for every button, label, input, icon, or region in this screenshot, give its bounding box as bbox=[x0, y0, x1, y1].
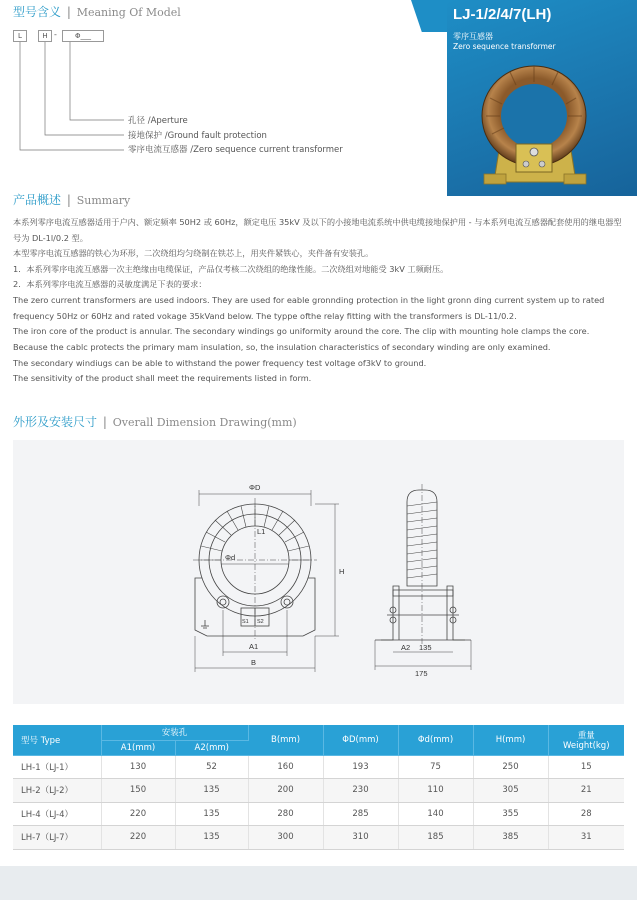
summary-paragraph: 2．本系列零序电流互感器的灵敏度满足下表的要求： bbox=[13, 279, 207, 289]
label-175: 175 bbox=[415, 669, 428, 678]
cell-phid: 140 bbox=[398, 802, 473, 826]
title-separator: | bbox=[66, 5, 71, 19]
cell-h: 385 bbox=[473, 826, 548, 850]
cell-b: 280 bbox=[248, 802, 323, 826]
col-weight bbox=[548, 725, 624, 755]
drawing-section-title bbox=[13, 413, 297, 430]
cell-a1: 150 bbox=[101, 779, 175, 803]
cell-a2: 135 bbox=[175, 779, 248, 803]
col-a1: A1(mm) bbox=[101, 740, 175, 755]
label-A1: A1 bbox=[249, 642, 259, 651]
col-mount-holes: 安装孔 bbox=[101, 725, 248, 740]
col-weight-cn: 重量 bbox=[577, 730, 595, 741]
label-phiD: ΦD bbox=[249, 483, 261, 492]
cell-b: 300 bbox=[248, 826, 323, 850]
label-A2: A2 bbox=[401, 643, 411, 652]
model-label-zero-seq: 零序电流互感器 /Zero sequence current transformer bbox=[128, 145, 343, 155]
summary-paragraph: 本型零序电流互感器的铁心为环形，二次绕组均匀绕制在铁芯上，用夹件紧铁心，夹件备有安装孔。 bbox=[13, 248, 374, 258]
cell-a2: 52 bbox=[175, 755, 248, 779]
cell-a2: 135 bbox=[175, 826, 248, 850]
summary-section-title bbox=[13, 191, 130, 208]
cell-a1: 130 bbox=[101, 755, 175, 779]
cell-phid: 110 bbox=[398, 779, 473, 803]
cell-type: LH-7（LJ-7） bbox=[13, 826, 101, 850]
summary-paragraph: The secondary windiugs can be able to withstand the power frequency test voltage of3kV to ground. bbox=[13, 358, 427, 368]
summary-title-en: Summary bbox=[76, 194, 131, 207]
cell-a1: 220 bbox=[101, 802, 175, 826]
cell-type: LH-4（LJ-4） bbox=[13, 802, 101, 826]
cell-a1: 220 bbox=[101, 826, 175, 850]
title-separator: | bbox=[102, 415, 107, 429]
col-type: 型号 Type bbox=[13, 725, 101, 755]
spec-table bbox=[13, 725, 624, 850]
cell-weight: 28 bbox=[548, 802, 624, 826]
col-weight-en: Weight(kg) bbox=[562, 740, 610, 751]
cell-phiD: 285 bbox=[323, 802, 398, 826]
summary-paragraph: Because the cablc protects the primary mam insulation, so, the insulation characteristics of secondary winding are only examined. bbox=[13, 342, 551, 352]
product-panel-tab bbox=[411, 0, 447, 32]
product-name-en: Zero sequence transformer bbox=[453, 42, 556, 51]
cell-phid: 185 bbox=[398, 826, 473, 850]
dimension-drawing bbox=[13, 440, 624, 704]
product-code: LJ-1/2/4/7(LH) bbox=[453, 6, 552, 23]
summary-title-cn: 产品概述 bbox=[13, 193, 62, 207]
summary-paragraph: 1．本系列零序电流互感器一次主绝缘由电缆保证，产品仅考核二次绕组的绝缘性能。二次绕组对地能受 3kV 工频耐压。 bbox=[13, 264, 449, 274]
cell-weight: 21 bbox=[548, 779, 624, 803]
model-label-aperture: 孔径 /Aperture bbox=[128, 116, 188, 126]
summary-paragraph: The iron core of the product is annular. The secondary windings go uniformity around the core. The clip with mounting hole clamps the core. bbox=[13, 326, 590, 336]
label-B: B bbox=[251, 658, 257, 667]
label-H: H bbox=[339, 567, 345, 576]
cell-a2: 135 bbox=[175, 802, 248, 826]
label-phid: Φd bbox=[225, 553, 236, 562]
col-phiD: ΦD(mm) bbox=[323, 725, 398, 755]
cell-h: 305 bbox=[473, 779, 548, 803]
table-row bbox=[13, 826, 624, 850]
cell-b: 200 bbox=[248, 779, 323, 803]
cell-type: LH-2（LJ-2） bbox=[13, 779, 101, 803]
summary-paragraph: 本系列零序电流互感器适用于户内、额定频率 50H2 或 60Hz，额定电压 35kV 及以下的小接地电流系统中供电缆接地保护用 - 与本系列电流互感器配套使用的继电器型号为 DL-1l/0.2 型。 bbox=[13, 217, 622, 243]
model-leader-lines bbox=[0, 0, 140, 160]
label-S1: S1 bbox=[242, 619, 249, 625]
summary-paragraph: The zero current transformers are used indoors. They are used for eable gronnding protection in the light gronn ding current system up to rated frequency 50Hz or 60Hz and rated vokage 35kVand below. The typpe ofthe relay fitting with the transformers is DL-11/0.2. bbox=[13, 295, 605, 321]
model-label-ground: 接地保护 /Ground fault protection bbox=[128, 131, 267, 141]
cell-h: 250 bbox=[473, 755, 548, 779]
cell-phiD: 310 bbox=[323, 826, 398, 850]
cell-phid: 75 bbox=[398, 755, 473, 779]
cell-type: LH-1（LJ-1） bbox=[13, 755, 101, 779]
title-separator: | bbox=[66, 193, 71, 207]
label-135: 135 bbox=[419, 643, 432, 652]
table-row bbox=[13, 779, 624, 803]
col-h: H(mm) bbox=[473, 725, 548, 755]
model-box-h: H bbox=[38, 30, 52, 42]
summary-paragraph: The sensitivity of the product shall meet the requirements listed in form. bbox=[13, 373, 312, 383]
drawing-title-en: Overall Dimension Drawing(mm) bbox=[112, 416, 297, 429]
col-phid: Φd(mm) bbox=[398, 725, 473, 755]
label-L1: L1 bbox=[257, 527, 266, 536]
col-b: B(mm) bbox=[248, 725, 323, 755]
cell-weight: 15 bbox=[548, 755, 624, 779]
product-photo bbox=[470, 58, 600, 194]
model-box-l: L bbox=[13, 30, 27, 42]
cell-phiD: 230 bbox=[323, 779, 398, 803]
drawing-title-cn: 外形及安装尺寸 bbox=[13, 415, 98, 429]
cell-weight: 31 bbox=[548, 826, 624, 850]
model-title-en: Meaning Of Model bbox=[76, 6, 181, 19]
cell-h: 355 bbox=[473, 802, 548, 826]
col-a2: A2(mm) bbox=[175, 740, 248, 755]
product-name-cn: 零序互感器 bbox=[453, 32, 493, 41]
model-dash: - bbox=[54, 30, 57, 39]
cell-b: 160 bbox=[248, 755, 323, 779]
table-row bbox=[13, 802, 624, 826]
label-S2: S2 bbox=[257, 619, 264, 625]
model-title-cn: 型号含义 bbox=[13, 5, 62, 19]
footer-band bbox=[0, 866, 637, 900]
table-row bbox=[13, 755, 624, 779]
model-box-phi: Φ___ bbox=[62, 30, 104, 42]
cell-phiD: 193 bbox=[323, 755, 398, 779]
